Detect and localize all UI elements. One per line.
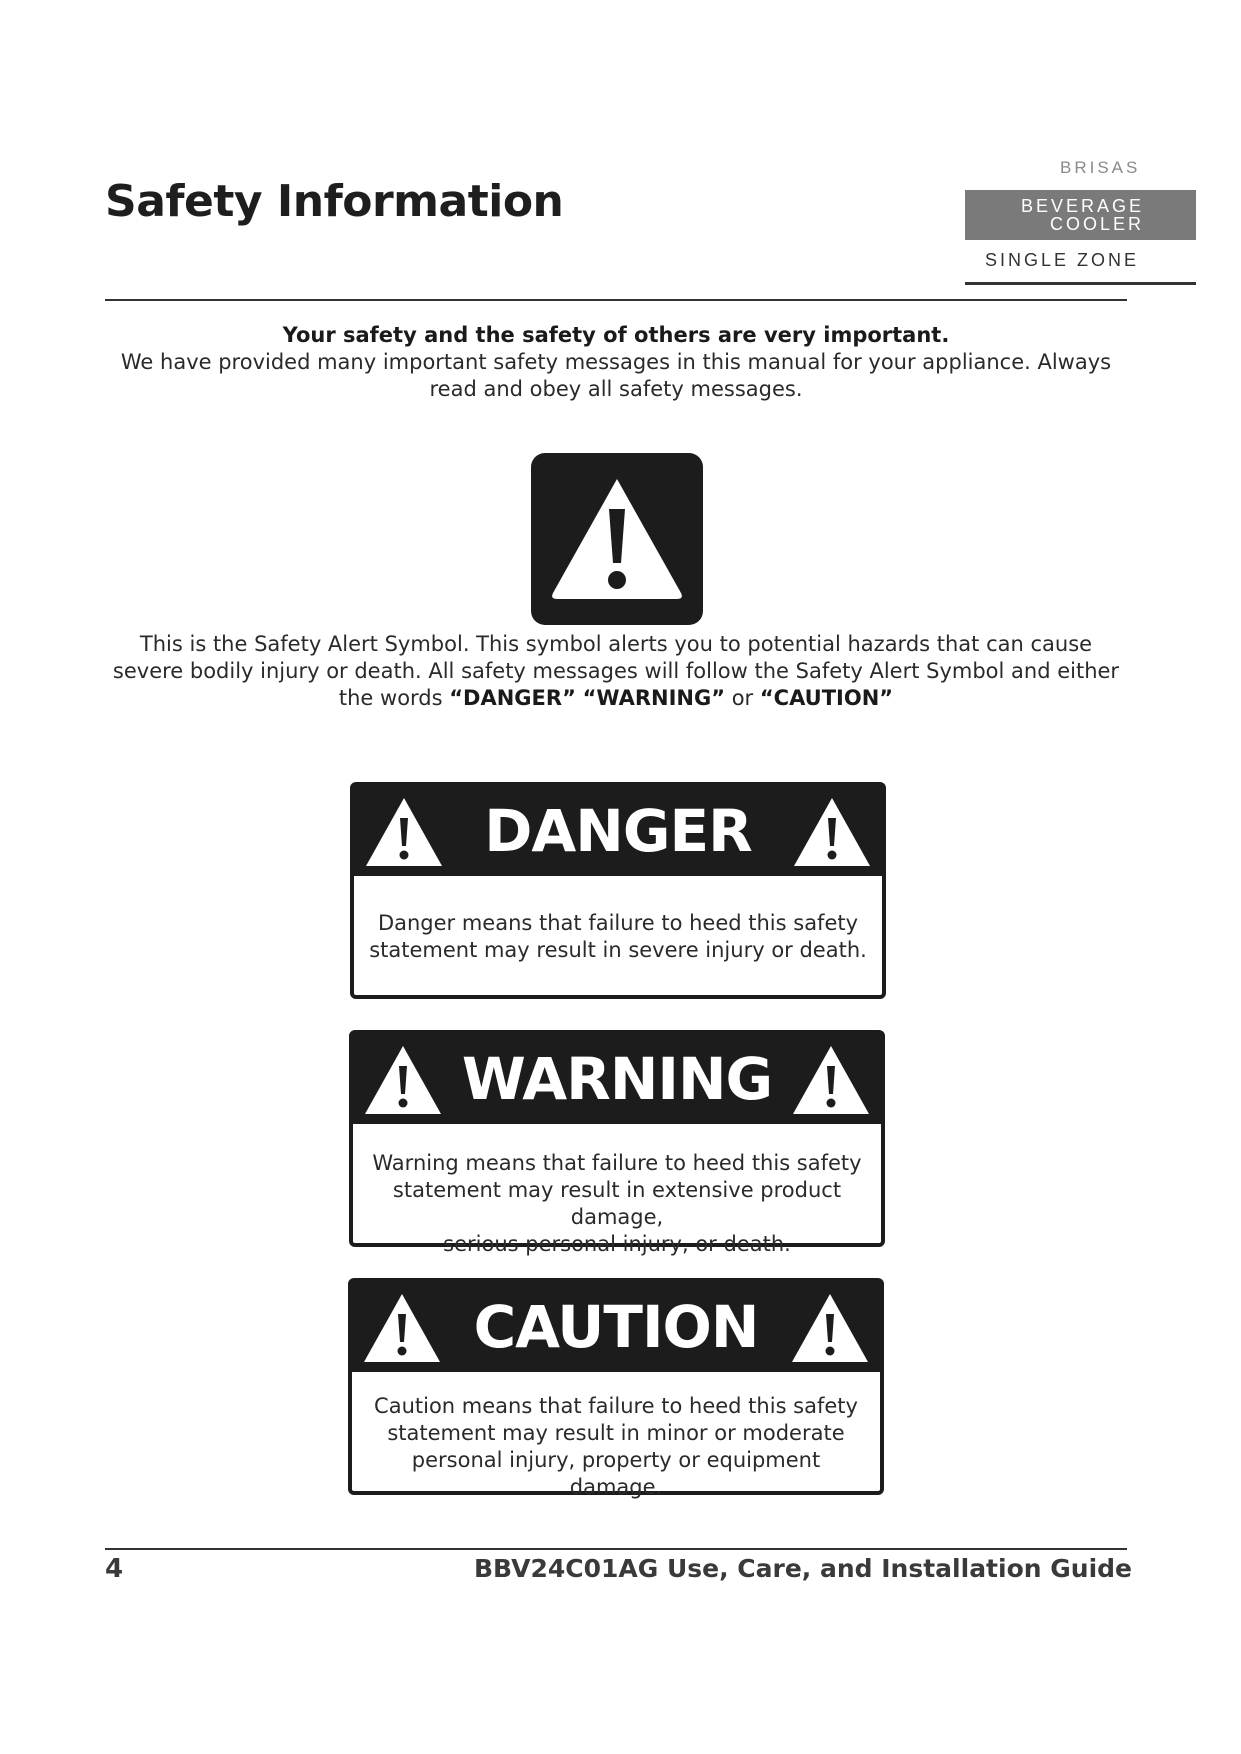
caution-sign [348, 1278, 884, 1499]
footer-divider [105, 1548, 1127, 1550]
category-line-1: BEVERAGE [1020, 196, 1144, 216]
danger-line-1: Danger means that failure to heed this safety [377, 911, 859, 935]
intro-section [105, 322, 1127, 403]
warning-line-1: Warning means that failure to heed this safety [372, 1151, 862, 1175]
category-line-2: COOLER [1049, 214, 1144, 234]
caution-line-3: personal injury, property or equipment damage. [411, 1448, 821, 1499]
word-or: or [725, 686, 760, 710]
page-number: 4 [105, 1554, 124, 1584]
word-danger: “DANGER” [449, 686, 576, 710]
safety-alert-icon [531, 453, 703, 625]
intro-body: We have provided many important safety messages in this manual for your appliance. Always read and obey all safety messages. [120, 350, 1112, 401]
page-title: Safety Information [105, 176, 564, 227]
danger-sign [350, 782, 886, 999]
danger-line-2: statement may result in severe injury or death. [369, 938, 867, 962]
warning-sign-header [353, 1034, 881, 1124]
product-variant: SINGLE ZONE [985, 250, 1140, 270]
word-caution: “CAUTION” [759, 686, 894, 710]
warning-triangle-icon [788, 1290, 872, 1366]
warning-label: WARNING [461, 1045, 773, 1113]
warning-line-3: serious personal injury, or death. [443, 1232, 791, 1256]
brand-name: BRISAS [1060, 158, 1141, 177]
caution-label: CAUTION [473, 1293, 759, 1361]
danger-sign-header [354, 786, 882, 876]
header-divider [105, 299, 1127, 301]
caution-line-2: statement may result in minor or moderate [387, 1421, 845, 1445]
word-warning: “WARNING” [582, 686, 726, 710]
alert-description-text: This is the Safety Alert Symbol. This symbol alerts you to potential hazards that can cause severe bodily injury or death. All safety messages will follow the Safety Alert Symbol and either the words [112, 632, 1120, 710]
warning-line-2: statement may result in extensive product damage, [392, 1178, 842, 1229]
guide-title: BBV24C01AG Use, Care, and Installation Guide [474, 1554, 1132, 1583]
intro-lead: Your safety and the safety of others are very important. [282, 323, 950, 347]
product-category-box [965, 190, 1196, 240]
caution-description [352, 1372, 880, 1501]
warning-sign [349, 1030, 885, 1256]
caution-sign-header [352, 1282, 880, 1372]
alert-description [105, 631, 1127, 712]
warning-triangle-icon [790, 794, 874, 870]
brand-divider [965, 282, 1196, 285]
danger-description [354, 876, 882, 964]
danger-label: DANGER [484, 797, 752, 865]
warning-description [353, 1124, 881, 1258]
warning-triangle-icon [789, 1042, 873, 1118]
caution-line-1: Caution means that failure to heed this safety [374, 1394, 858, 1418]
